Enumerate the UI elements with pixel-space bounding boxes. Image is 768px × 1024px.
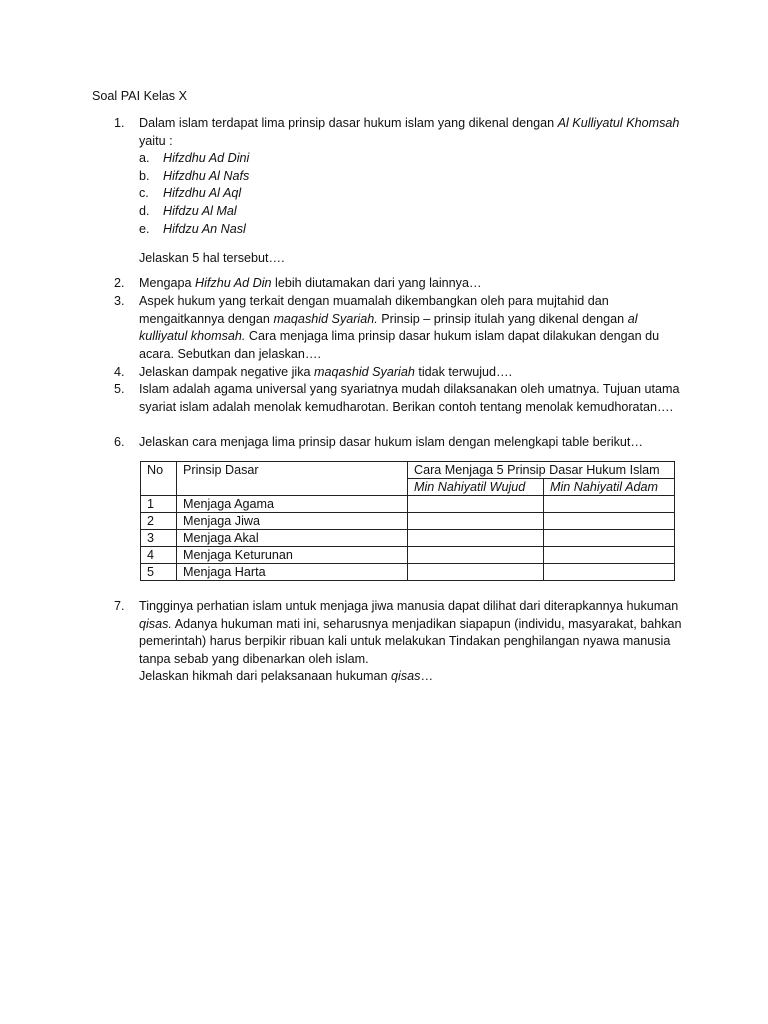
answer-cell bbox=[544, 513, 675, 530]
header-cara: Cara Menjaga 5 Prinsip Dasar Hukum Islam bbox=[408, 462, 675, 479]
list-item: d. Hifdzu Al Mal bbox=[139, 203, 237, 218]
table-row: 4 Menjaga Keturunan bbox=[141, 547, 675, 564]
list-item: b. Hifzdhu Al Nafs bbox=[139, 168, 250, 183]
question-3: 3. Aspek hukum yang terkait dengan muamalah dikembangkan oleh para mujtahid dan mengaitkannya dengan maqashid Syariah. Prinsip – prinsip itulah yang dikenal dengan al kulliyatul khomsah. Cara menjaga lima prinsip dasar hukum islam dapat dilakukan dengan du acara. Sebutkan dan jelaskan…. bbox=[114, 293, 684, 363]
answer-cell bbox=[408, 496, 544, 513]
page-title: Soal PAI Kelas X bbox=[92, 89, 187, 103]
answer-cell bbox=[544, 530, 675, 547]
question-1-intro: Dalam islam terdapat lima prinsip dasar hukum islam yang dikenal dengan Al Kulliyatul Khomsah yaitu : bbox=[139, 116, 680, 148]
answer-cell bbox=[408, 564, 544, 581]
question-1 bbox=[114, 115, 684, 268]
question-7-text: Tingginya perhatian islam untuk menjaga jiwa manusia dapat dilihat dari diterapkannya hukuman qisas. Adanya hukuman mati ini, seharusnya menjadikan siapapun (individu, masyarakat, bahkan pemerintah) harus berpikir ribuan kali untuk melakukan Tindakan penghilangan nyawa manusia tanpa sebab yang dibenarkan oleh islam. Jelaskan hikmah dari pelaksanaan hukuman qisas… bbox=[139, 599, 682, 684]
question-2: 2. Mengapa Hifzhu Ad Din lebih diutamakan dari yang lainnya… bbox=[114, 275, 684, 293]
list-item: a. Hifzdhu Ad Dini bbox=[139, 151, 250, 166]
answer-cell bbox=[544, 547, 675, 564]
table-row: 5 Menjaga Harta bbox=[141, 564, 675, 581]
answer-cell bbox=[408, 547, 544, 564]
header-no: No bbox=[141, 462, 177, 496]
question-6-text: Jelaskan cara menjaga lima prinsip dasar hukum islam dengan melengkapi table berikut… bbox=[139, 435, 644, 449]
table-row: 2 Menjaga Jiwa bbox=[141, 513, 675, 530]
header-prinsip: Prinsip Dasar bbox=[177, 462, 408, 496]
question-5-text: Islam adalah agama universal yang syariatnya mudah dilaksanakan oleh umatnya. Tujuan utama syariat islam adalah menolak kemudharotan. Berikan contoh tentang menolak kemudhoratan…. bbox=[139, 382, 680, 414]
list-item: e. Hifdzu An Nasl bbox=[139, 221, 246, 236]
question-7: 7. Tingginya perhatian islam untuk menjaga jiwa manusia dapat dilihat dari diterapkannya hukuman qisas. Adanya hukuman mati ini, seharusnya menjadikan siapapun (individu, masyarakat, bahkan pemerintah) harus berpikir ribuan kali untuk melakukan Tindakan penghilangan nyawa manusia tanpa sebab yang dibenarkan oleh islam. Jelaskan hikmah dari pelaksanaan hukuman qisas… bbox=[114, 598, 684, 686]
question-1-closing: Jelaskan 5 hal tersebut…. bbox=[139, 251, 285, 266]
question-5: 5. Islam adalah agama universal yang syariatnya mudah dilaksanakan oleh umatnya. Tujuan utama syariat islam adalah menolak kemudharotan. Berikan contoh tentang menolak kemudhoratan…. bbox=[114, 381, 684, 416]
question-number: 1. bbox=[114, 116, 125, 130]
question-4-text: Jelaskan dampak negative jika maqashid Syariah tidak terwujud…. bbox=[139, 365, 513, 379]
question-2-text: Mengapa Hifzhu Ad Din lebih diutamakan dari yang lainnya… bbox=[139, 276, 482, 290]
header-wujud: Min Nahiyatil Wujud bbox=[408, 479, 544, 496]
answer-cell bbox=[408, 513, 544, 530]
principles-table bbox=[140, 461, 675, 581]
header-adam: Min Nahiyatil Adam bbox=[544, 479, 675, 496]
question-6: 6. Jelaskan cara menjaga lima prinsip dasar hukum islam dengan melengkapi table berikut… bbox=[114, 434, 684, 452]
question-4: 4. Jelaskan dampak negative jika maqashid Syariah tidak terwujud…. bbox=[114, 364, 684, 382]
list-item: c. Hifzdhu Al Aql bbox=[139, 186, 242, 201]
table-row: 1 Menjaga Agama bbox=[141, 496, 675, 513]
question-3-text: Aspek hukum yang terkait dengan muamalah dikembangkan oleh para mujtahid dan mengaitkannya dengan maqashid Syariah. Prinsip – prinsip itulah yang dikenal dengan al kulliyatul khomsah. Cara menjaga lima prinsip dasar hukum islam dapat dilakukan dengan du acara. Sebutkan dan jelaskan…. bbox=[139, 294, 660, 361]
answer-cell bbox=[544, 496, 675, 513]
answer-cell bbox=[408, 530, 544, 547]
table-row: 3 Menjaga Akal bbox=[141, 530, 675, 547]
answer-cell bbox=[544, 564, 675, 581]
